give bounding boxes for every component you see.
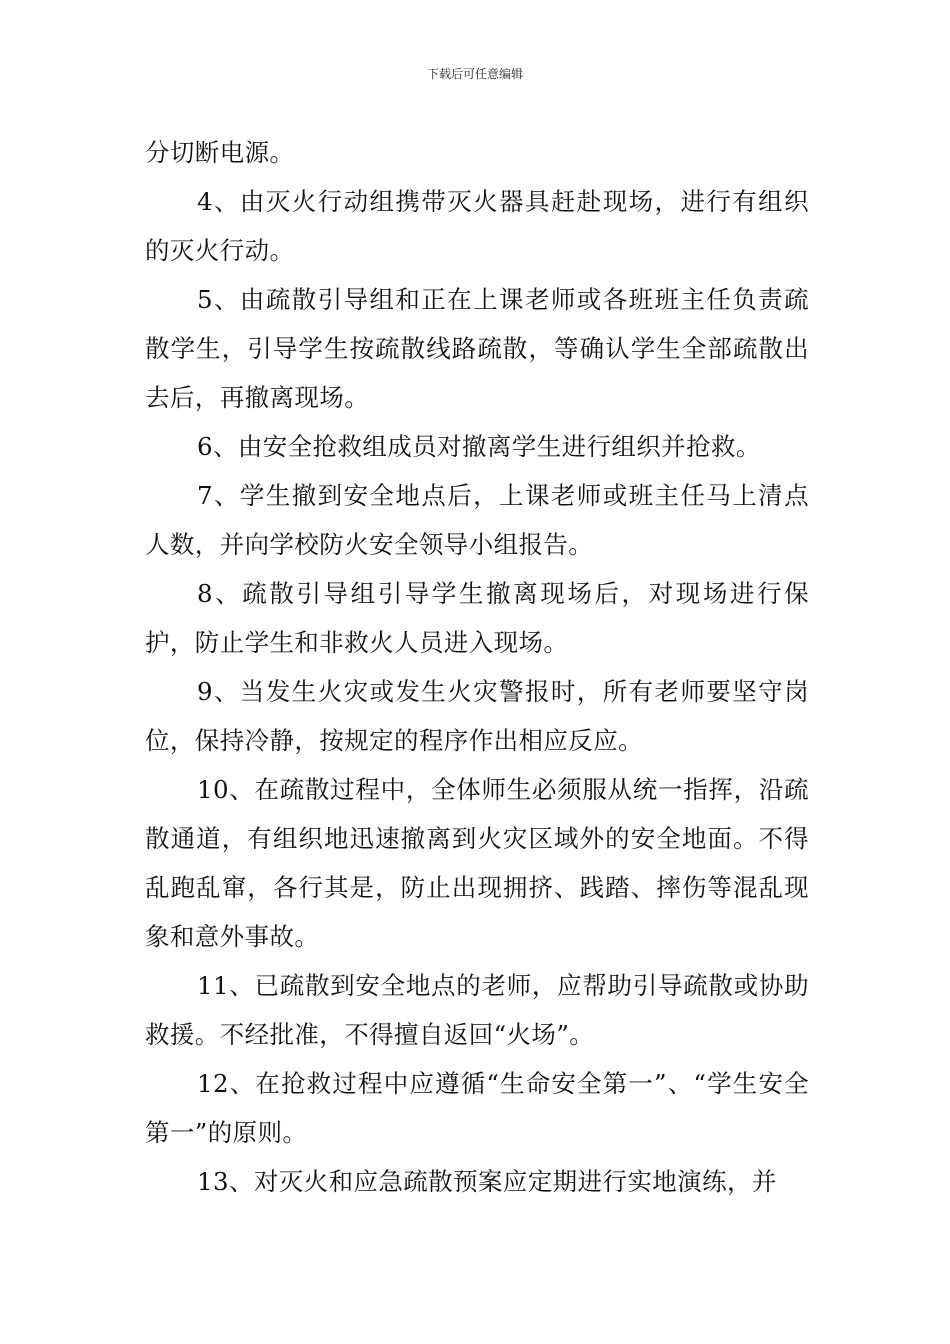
document-body bbox=[145, 128, 809, 1206]
paragraph-item-7: 7、学生撤到安全地点后，上课老师或班主任马上清点人数，并向学校防火安全领导小组报告。 bbox=[145, 481, 809, 559]
paragraph-item-12: 12、在抢救过程中应遵循“生命安全第一”、“学生安全第一”的原则。 bbox=[145, 1069, 809, 1147]
page-header: 下载后可任意编辑 bbox=[426, 67, 523, 81]
paragraph-item-11: 11、已疏散到安全地点的老师，应帮助引导疏散或协助救援。不经批准，不得擅自返回“火场”。 bbox=[145, 971, 809, 1049]
paragraph-item-13: 13、对灭火和应急疏散预案应定期进行实地演练，并 bbox=[197, 1167, 777, 1196]
paragraph-item-10: 10、在疏散过程中，全体师生必须服从统一指挥，沿疏散通道，有组织地迅速撤离到火灾区域外的安全地面。不得乱跑乱窜，各行其是，防止出现拥挤、践踏、摔伤等混乱现象和意外事故。 bbox=[145, 775, 809, 951]
paragraph-continuation: 分切断电源。 bbox=[145, 138, 295, 167]
paragraph-item-4: 4、由灭火行动组携带灭火器具赶赴现场，进行有组织的灭火行动。 bbox=[145, 187, 809, 265]
paragraph-item-6: 6、由安全抢救组成员对撤离学生进行组织并抢救。 bbox=[197, 432, 761, 461]
paragraph-item-8: 8、疏散引导组引导学生撤离现场后，对现场进行保护，防止学生和非救火人员进入现场。 bbox=[145, 579, 809, 657]
paragraph-item-5: 5、由疏散引导组和正在上课老师或各班班主任负责疏散学生，引导学生按疏散线路疏散，等确认学生全部疏散出去后，再撤离现场。 bbox=[145, 285, 809, 412]
paragraph-item-9: 9、当发生火灾或发生火灾警报时，所有老师要坚守岗位，保持冷静，按规定的程序作出相应反应。 bbox=[145, 677, 809, 755]
